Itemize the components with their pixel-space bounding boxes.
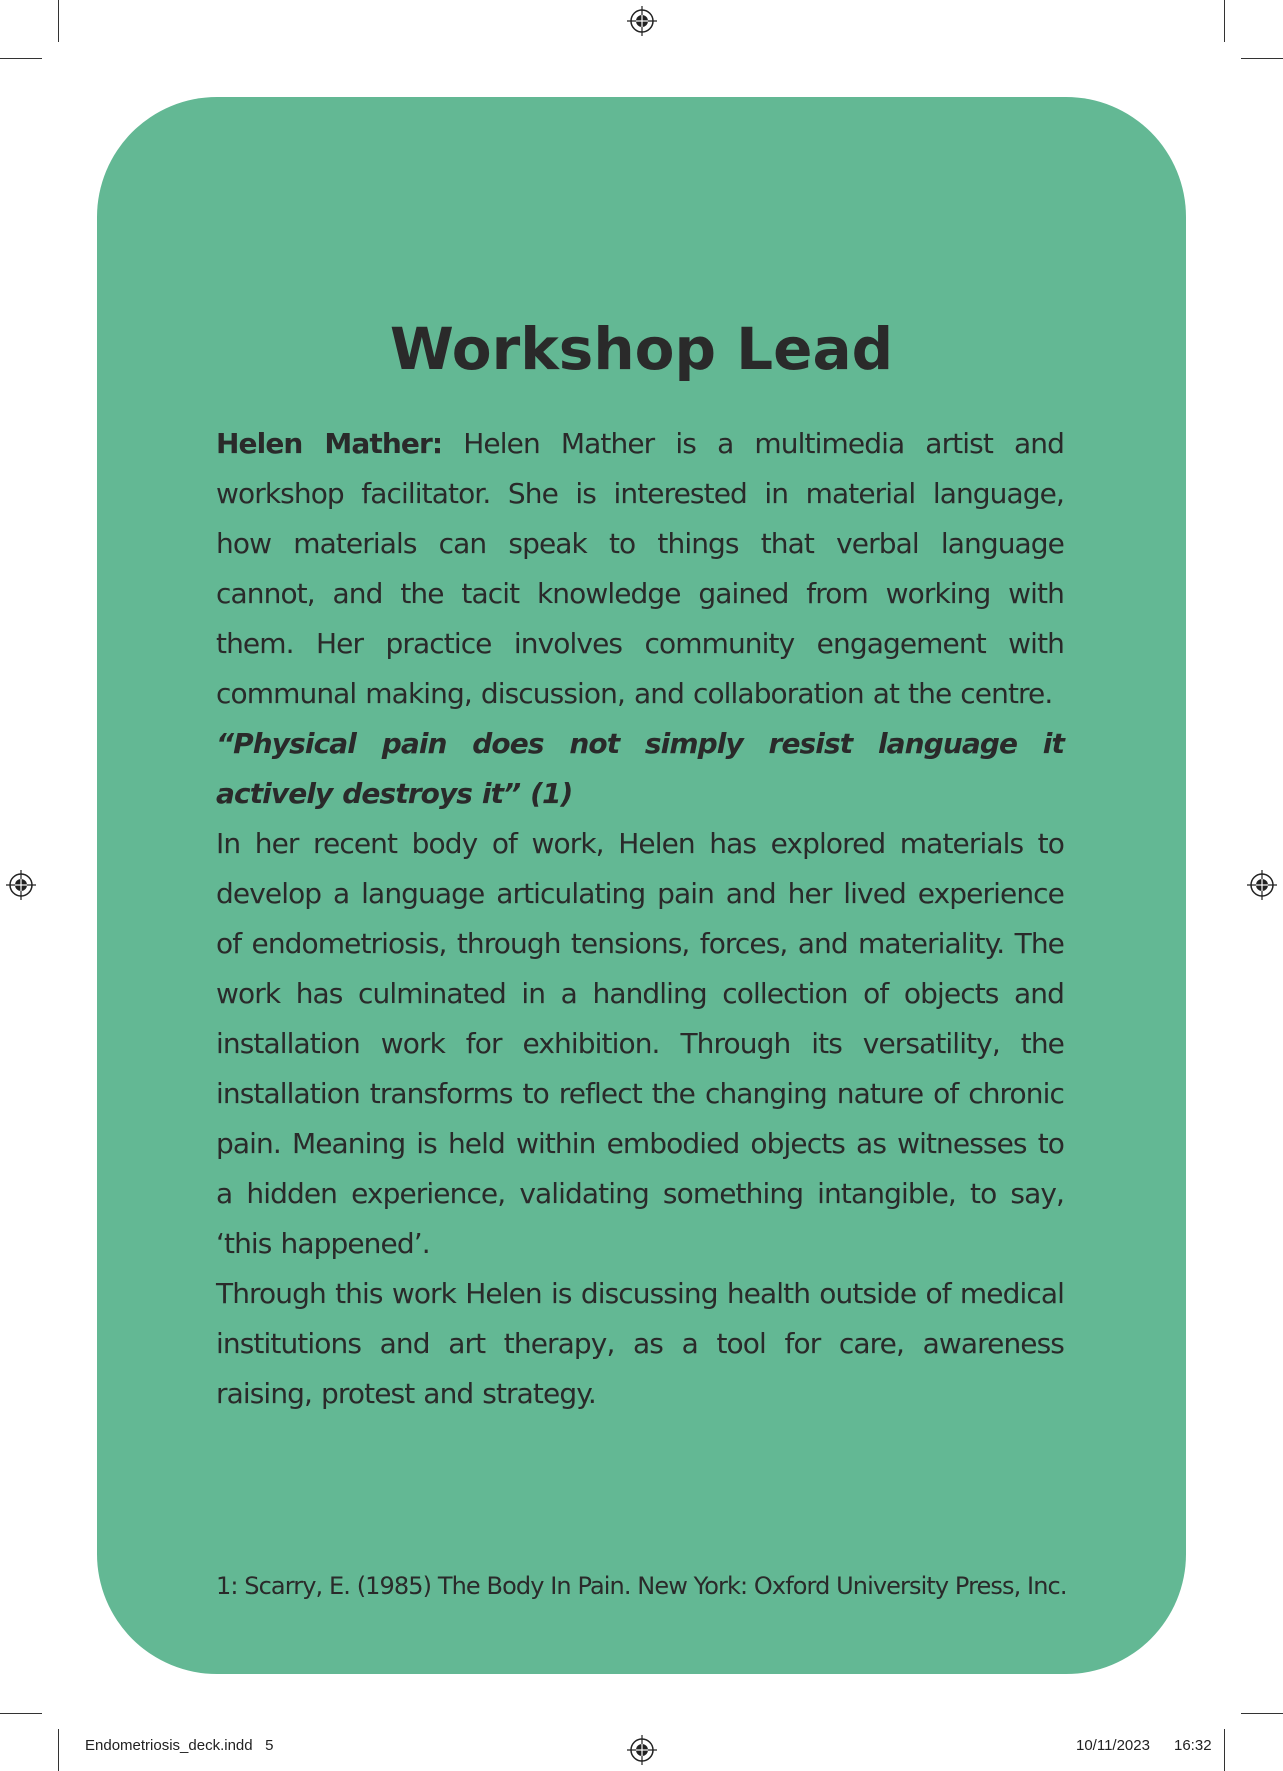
registration-mark-icon <box>6 870 36 900</box>
crop-mark <box>0 1713 42 1714</box>
intro-paragraph <box>216 419 1064 719</box>
crop-mark <box>1241 58 1283 59</box>
slug-time: 16:32 <box>1174 1737 1212 1754</box>
registration-mark-icon <box>627 1735 657 1765</box>
crop-mark <box>1241 1713 1283 1714</box>
registration-mark-icon <box>1247 870 1277 900</box>
card-body <box>216 419 1064 1419</box>
crop-mark <box>58 1729 59 1771</box>
crop-mark <box>58 0 59 42</box>
person-name: Helen Mather: <box>216 427 443 460</box>
pull-quote: “Physical pain does not simply resist language it actively destroys it” (1) <box>216 727 1064 810</box>
body-paragraph-3: Through this work Helen is discussing health outside of medical institutions and art therapy, as a tool for care, awareness raising, protest and strategy. <box>216 1277 1064 1410</box>
intro-text: Helen Mather is a multimedia artist and workshop facilitator. She is interested in material language, how materials can speak to things that verbal language cannot, and the tacit knowledge gained from working with them. Her practice involves community engagement with communal making, discussion, and collaboration at the centre. <box>216 427 1064 710</box>
crop-mark <box>1224 1729 1225 1771</box>
card-title: Workshop Lead <box>389 315 894 383</box>
slug-date: 10/11/2023 <box>1076 1737 1150 1754</box>
slug-filename: Endometriosis_deck.indd 5 <box>85 1737 274 1754</box>
footnote: 1: Scarry, E. (1985) The Body In Pain. New York: Oxford University Press, Inc. <box>216 1572 1067 1600</box>
workshop-lead-card <box>97 97 1186 1674</box>
registration-mark-icon <box>627 6 657 36</box>
crop-mark <box>0 58 42 59</box>
body-paragraph-2: In her recent body of work, Helen has explored materials to develop a language articulating pain and her lived experience of endometriosis, through tensions, forces, and materiality. The work has culminated in a handling collection of objects and installation work for exhibition. Through its versatility, the installation transforms to reflect the changing nature of chronic pain. Meaning is held within embodied objects as witnesses to a hidden experience, validating something intangible, to say, ‘this happened’. <box>216 827 1064 1260</box>
crop-mark <box>1224 0 1225 42</box>
